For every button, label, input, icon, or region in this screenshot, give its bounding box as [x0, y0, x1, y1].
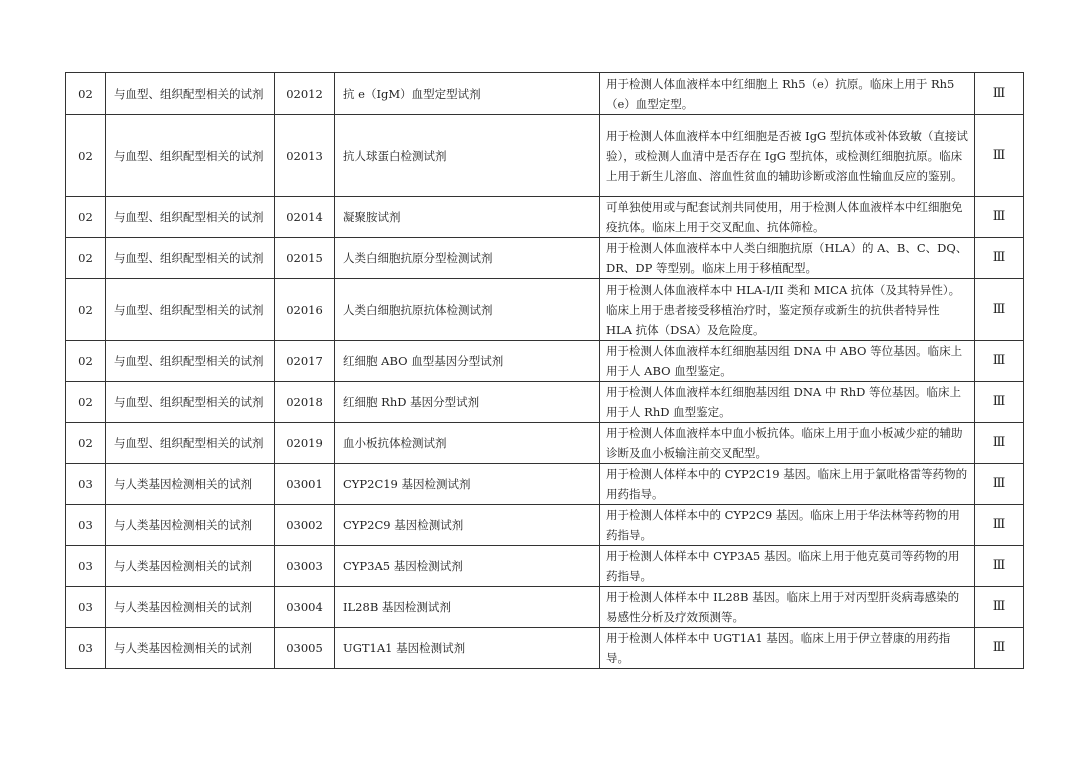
product-code: 02012 [275, 73, 335, 115]
product-description: 用于检测人体血液样本中红细胞是否被 IgG 型抗体或补体致敏（直接试验），或检测人血清中是否存在 IgG 型抗体，或检测红细胞抗原。临床上用于新生儿溶血、溶血性贫血的辅助诊断或溶血性输血反应的鉴别。 [600, 115, 975, 197]
product-description: 用于检测人体血液样本中红细胞上 Rh5（e）抗原。临床上用于 Rh5（e）血型定型。 [600, 73, 975, 115]
management-class: Ⅲ [975, 382, 1024, 423]
product-code: 02016 [275, 279, 335, 341]
product-name: 凝聚胺试剂 [335, 197, 600, 238]
product-description: 用于检测人体样本中 UGT1A1 基因。临床上用于伊立替康的用药指导。 [600, 628, 975, 669]
product-name: 人类白细胞抗原分型检测试剂 [335, 238, 600, 279]
category-group: 与血型、组织配型相关的试剂 [106, 73, 275, 115]
table-row [66, 238, 1024, 279]
management-class: Ⅲ [975, 279, 1024, 341]
category-group: 与人类基因检测相关的试剂 [106, 587, 275, 628]
category-group: 与血型、组织配型相关的试剂 [106, 197, 275, 238]
management-class: Ⅲ [975, 197, 1024, 238]
table-row [66, 115, 1024, 197]
management-class: Ⅲ [975, 464, 1024, 505]
table-row [66, 546, 1024, 587]
management-class: Ⅲ [975, 73, 1024, 115]
category-code: 02 [66, 341, 106, 382]
management-class: Ⅲ [975, 115, 1024, 197]
management-class: Ⅲ [975, 546, 1024, 587]
product-name: IL28B 基因检测试剂 [335, 587, 600, 628]
category-group: 与血型、组织配型相关的试剂 [106, 279, 275, 341]
category-code: 03 [66, 546, 106, 587]
category-code: 02 [66, 238, 106, 279]
product-description: 可单独使用或与配套试剂共同使用，用于检测人体血液样本中红细胞免疫抗体。临床上用于交叉配血、抗体筛检。 [600, 197, 975, 238]
product-description: 用于检测人体样本中的 CYP2C9 基因。临床上用于华法林等药物的用药指导。 [600, 505, 975, 546]
product-description: 用于检测人体血液样本中人类白细胞抗原（HLA）的 A、B、C、DQ、DR、DP 等型别。临床上用于移植配型。 [600, 238, 975, 279]
category-group: 与人类基因检测相关的试剂 [106, 628, 275, 669]
reagent-classification-table [65, 72, 1024, 669]
category-group: 与人类基因检测相关的试剂 [106, 505, 275, 546]
category-code: 02 [66, 423, 106, 464]
product-code: 03003 [275, 546, 335, 587]
table-row [66, 73, 1024, 115]
product-name: UGT1A1 基因检测试剂 [335, 628, 600, 669]
category-group: 与人类基因检测相关的试剂 [106, 464, 275, 505]
category-code: 02 [66, 197, 106, 238]
product-code: 02015 [275, 238, 335, 279]
table-row [66, 587, 1024, 628]
management-class: Ⅲ [975, 628, 1024, 669]
table-row [66, 628, 1024, 669]
product-name: 红细胞 RhD 基因分型试剂 [335, 382, 600, 423]
product-code: 03004 [275, 587, 335, 628]
category-group: 与血型、组织配型相关的试剂 [106, 238, 275, 279]
category-code: 03 [66, 628, 106, 669]
category-code: 02 [66, 115, 106, 197]
product-description: 用于检测人体血液样本红细胞基因组 DNA 中 RhD 等位基因。临床上用于人 RhD 血型鉴定。 [600, 382, 975, 423]
category-group: 与血型、组织配型相关的试剂 [106, 341, 275, 382]
product-name: 血小板抗体检测试剂 [335, 423, 600, 464]
table-row [66, 505, 1024, 546]
table-row [66, 197, 1024, 238]
product-code: 02018 [275, 382, 335, 423]
category-code: 03 [66, 587, 106, 628]
category-group: 与人类基因检测相关的试剂 [106, 546, 275, 587]
table-row [66, 341, 1024, 382]
category-code: 02 [66, 382, 106, 423]
table-row [66, 423, 1024, 464]
product-code: 02017 [275, 341, 335, 382]
category-code: 03 [66, 464, 106, 505]
product-description: 用于检测人体样本中的 CYP2C19 基因。临床上用于氯吡格雷等药物的用药指导。 [600, 464, 975, 505]
product-description: 用于检测人体血液样本中 HLA-I/II 类和 MICA 抗体（及其特异性）。临床上用于患者接受移植治疗时，鉴定预存或新生的抗供者特异性 HLA 抗体（DSA）及危险度。 [600, 279, 975, 341]
management-class: Ⅲ [975, 587, 1024, 628]
category-group: 与血型、组织配型相关的试剂 [106, 423, 275, 464]
management-class: Ⅲ [975, 423, 1024, 464]
category-code: 02 [66, 73, 106, 115]
category-group: 与血型、组织配型相关的试剂 [106, 115, 275, 197]
product-name: 抗人球蛋白检测试剂 [335, 115, 600, 197]
product-description: 用于检测人体血液样本中血小板抗体。临床上用于血小板减少症的辅助诊断及血小板输注前交叉配型。 [600, 423, 975, 464]
product-code: 03002 [275, 505, 335, 546]
product-code: 03001 [275, 464, 335, 505]
product-code: 02014 [275, 197, 335, 238]
management-class: Ⅲ [975, 238, 1024, 279]
product-description: 用于检测人体样本中 IL28B 基因。临床上用于对丙型肝炎病毒感染的易感性分析及疗效预测等。 [600, 587, 975, 628]
table-row [66, 464, 1024, 505]
product-name: 人类白细胞抗原抗体检测试剂 [335, 279, 600, 341]
product-description: 用于检测人体血液样本红细胞基因组 DNA 中 ABO 等位基因。临床上用于人 ABO 血型鉴定。 [600, 341, 975, 382]
product-code: 02013 [275, 115, 335, 197]
category-code: 03 [66, 505, 106, 546]
product-name: 红细胞 ABO 血型基因分型试剂 [335, 341, 600, 382]
management-class: Ⅲ [975, 341, 1024, 382]
category-group: 与血型、组织配型相关的试剂 [106, 382, 275, 423]
product-description: 用于检测人体样本中 CYP3A5 基因。临床上用于他克莫司等药物的用药指导。 [600, 546, 975, 587]
product-name: CYP2C19 基因检测试剂 [335, 464, 600, 505]
table-row [66, 382, 1024, 423]
table-row [66, 279, 1024, 341]
product-name: CYP3A5 基因检测试剂 [335, 546, 600, 587]
product-code: 02019 [275, 423, 335, 464]
product-name: CYP2C9 基因检测试剂 [335, 505, 600, 546]
management-class: Ⅲ [975, 505, 1024, 546]
product-code: 03005 [275, 628, 335, 669]
product-name: 抗 e（IgM）血型定型试剂 [335, 73, 600, 115]
category-code: 02 [66, 279, 106, 341]
